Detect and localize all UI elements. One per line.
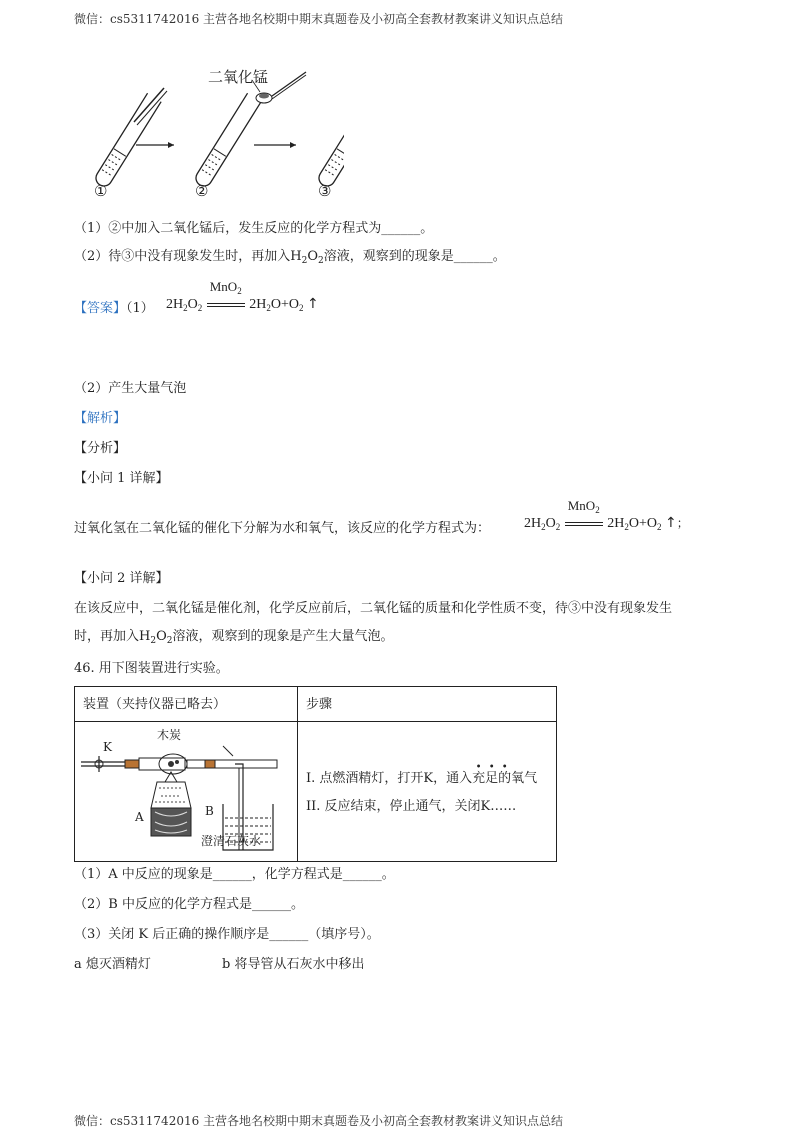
option-b: b 将导管从石灰水中移出 [222,957,365,972]
step-1: I. 点燃酒精灯，打开K，通入 • 充 • 足 • 的氧气 [306,762,538,786]
q45-part1: （1）②中加入二氧化锰后，发生反应的化学方程式为______。 [74,221,434,236]
reagent-label: 二氧化锰 [208,68,269,86]
limewater-label: 澄清石灰水 [201,834,262,848]
equation-1: $2H_2O_2$ MnO$_2$ $2H_2O+O_2$ ↑ [166,279,319,313]
q46-part3: （3）关闭 K 后正确的操作顺序是______（填序号）。 [74,927,380,942]
apparatus-cell [75,722,298,862]
sub2-line2: 时，再加入$H_2O_2$溶液，观察到的现象是产生大量气泡。 [74,629,394,646]
q46-part1: （1）A 中反应的现象是______，化学方程式是______。 [74,867,395,882]
sub2-line1: 在该反应中，二氧化锰是催化剂，化学反应前后，二氧化锰的质量和化学性质不变，待③中没有现象发生 [74,601,673,616]
q46-title: 46. 用下图装置进行实验。 [74,661,229,676]
answer-line: 【答案】（1） [74,301,154,316]
q46-part2: （2）B 中反应的化学方程式是______。 [74,897,304,912]
q45-part2: （2）待③中没有现象发生时，再加入$H_2O_2$溶液，观察到的现象是______。 [74,249,506,266]
page-footer: 微信：cs5311742016 主营各地名校期中期末真题卷及小初高全套教材教案讲义知识点总结 [74,1114,564,1128]
answer-tag: 【答案】 [74,301,127,316]
answer-2: （2）产生大量气泡 [74,381,187,396]
test-tube-1 [93,93,161,189]
label-b: B [205,804,214,818]
steps-cell [298,722,557,862]
test-tube-2 [193,93,261,189]
sub1-text: 过氧化氢在二氧化锰的催化下分解为水和氧气，该反应的化学方程式为： [74,521,491,536]
page-header: 微信：cs5311742016 主营各地名校期中期末真题卷及小初高全套教材教案讲义知识点总结 [74,12,564,26]
label-a: A [135,810,144,824]
tube-label-1: ① [94,182,108,200]
charcoal-label: 木炭 [157,728,182,742]
test-tube-3 [316,93,344,189]
fenxi-tag: 【分析】 [74,441,127,456]
equation-2: $2H_2O_2$ MnO$_2$ $2H_2O+O_2$ ↑； [524,498,689,532]
tube-label-3: ③ [318,182,332,200]
sub2-title: 【小问 2 详解】 [74,571,169,586]
step-2: II. 反应结束，停止通气，关闭K…… [306,799,517,814]
col-header-steps: 步骤 [298,687,557,722]
analysis-tag: 【解析】 [74,411,127,426]
sub1-title: 【小问 1 详解】 [74,471,169,486]
option-a: a 熄灭酒精灯 [74,957,151,972]
valve-k-label: K [103,740,112,754]
tube-label-2: ② [195,182,209,200]
col-header-apparatus: 装置（夹持仪器已略去） [75,687,298,722]
experiment-table [74,686,557,862]
